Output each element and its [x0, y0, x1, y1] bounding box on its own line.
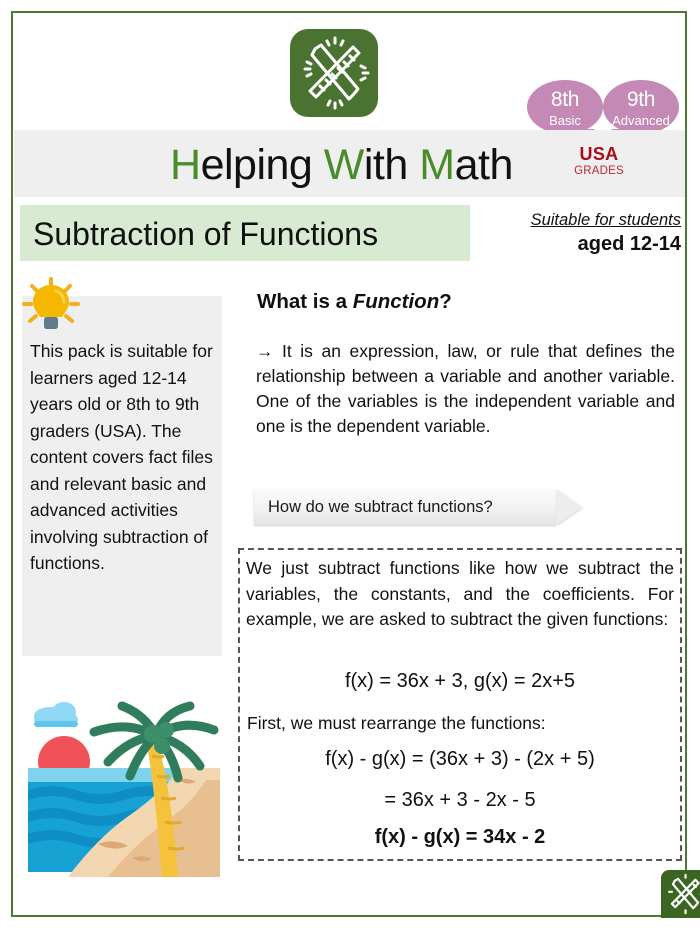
- equation-given: f(x) = 36x + 3, g(x) = 2x+5: [344, 670, 576, 692]
- brand-letter-w: W: [323, 141, 364, 189]
- sidebar-description: This pack is suitable for learners aged 12-14 years old or 8th to 9th graders (USA). The content covers fact files and relevant basic and advanced activities involving subtraction of functions.: [30, 341, 213, 573]
- grade-bubble-8th: [527, 80, 603, 134]
- heading-suffix: ?: [439, 290, 452, 313]
- answer-paragraph: We just subtract functions like how we subtract the variables, the constants, and the coefficients. For example, we are asked to subtract the given functions:: [246, 558, 674, 629]
- grade-bubble-8th-grade: 8th: [550, 88, 580, 111]
- section-heading: [257, 290, 452, 314]
- usa-grades-badge: [566, 144, 632, 178]
- footer-logo: [661, 870, 700, 918]
- heading-prefix: What is a: [257, 290, 353, 313]
- brand-letter-h: H: [170, 141, 201, 189]
- heading-emphasis: Function: [352, 290, 440, 313]
- grades-label: GRADES: [574, 165, 624, 177]
- question-banner: [254, 489, 584, 525]
- rearrange-instruction: First, we must rearrange the functions:: [247, 713, 546, 733]
- usa-label: USA: [579, 144, 619, 164]
- pencil-ruler-icon: [661, 870, 700, 918]
- brand-text-elping: elping: [200, 141, 324, 189]
- equation-step-1: f(x) - g(x) = (36x + 3) - (2x + 5): [325, 748, 595, 770]
- equation-final-answer: f(x) - g(x) = 34x - 2: [374, 826, 546, 848]
- suitability-note: [461, 209, 681, 257]
- function-definition: → It is an expression, law, or rule that defines the relationship between a variable and another variable. One of the variables is the independent variable and one is the dependent variable.: [256, 341, 675, 436]
- suitability-line-2: aged 12-14: [577, 233, 681, 255]
- equation-step-2: = 36x + 3 - 2x - 5: [384, 789, 536, 811]
- grade-bubble-8th-level: Basic: [549, 113, 581, 128]
- page-title: Subtraction of Functions: [33, 216, 379, 252]
- suitability-line-1: Suitable for students: [530, 211, 681, 229]
- grade-bubble-9th-grade: 9th: [626, 88, 656, 111]
- banner-arrow-icon: [556, 489, 582, 525]
- brand-letter-m: M: [419, 141, 455, 189]
- pencil-ruler-icon: [290, 29, 378, 117]
- lightbulb-icon: [20, 277, 82, 335]
- brand-logo: [290, 29, 378, 117]
- grade-bubble-9th-level: Advanced: [612, 113, 670, 128]
- brand-text-ith: ith: [363, 141, 420, 189]
- brand-title: [170, 140, 513, 190]
- beach-palm-tree-illustration: [28, 672, 220, 877]
- brand-text-ath: ath: [454, 141, 513, 189]
- grade-bubble-9th: [603, 80, 679, 134]
- question-banner-label: How do we subtract functions?: [268, 498, 493, 516]
